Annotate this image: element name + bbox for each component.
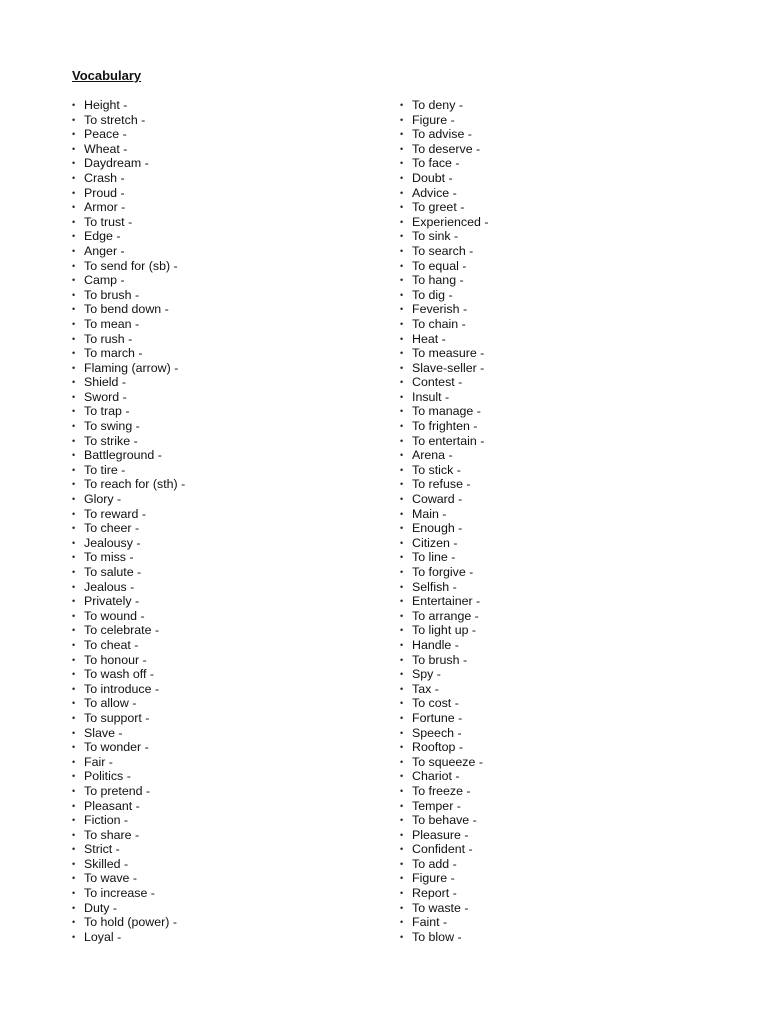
vocabulary-item: • To manage - bbox=[400, 404, 488, 419]
vocabulary-item: • To strike - bbox=[72, 434, 185, 449]
vocabulary-item: • To deserve - bbox=[400, 142, 488, 157]
vocabulary-item: • Heat - bbox=[400, 332, 488, 347]
vocabulary-item: • To stretch - bbox=[72, 113, 185, 128]
vocabulary-item: • Flaming (arrow) - bbox=[72, 361, 185, 376]
vocabulary-item: • Figure - bbox=[400, 871, 488, 886]
vocabulary-item: • To arrange - bbox=[400, 609, 488, 624]
vocabulary-item: • Fiction - bbox=[72, 813, 185, 828]
vocabulary-item: • Pleasant - bbox=[72, 799, 185, 814]
vocabulary-item: • Main - bbox=[400, 507, 488, 522]
vocabulary-item: • To reach for (sth) - bbox=[72, 477, 185, 492]
vocabulary-item: • To stick - bbox=[400, 463, 488, 478]
vocabulary-item: • To trust - bbox=[72, 215, 185, 230]
vocabulary-item: • To sink - bbox=[400, 229, 488, 244]
vocabulary-item: • Tax - bbox=[400, 682, 488, 697]
vocabulary-item: • Shield - bbox=[72, 375, 185, 390]
vocabulary-item: • Jealous - bbox=[72, 580, 185, 595]
vocabulary-item: • Anger - bbox=[72, 244, 185, 259]
vocabulary-item: • To forgive - bbox=[400, 565, 488, 580]
vocabulary-item: • To cost - bbox=[400, 696, 488, 711]
vocabulary-item: • To march - bbox=[72, 346, 185, 361]
vocabulary-item: • To search - bbox=[400, 244, 488, 259]
vocabulary-item: • Coward - bbox=[400, 492, 488, 507]
vocabulary-item: • To send for (sb) - bbox=[72, 259, 185, 274]
vocabulary-item: • To add - bbox=[400, 857, 488, 872]
vocabulary-item: • Spy - bbox=[400, 667, 488, 682]
vocabulary-item: • Fortune - bbox=[400, 711, 488, 726]
vocabulary-item: • Report - bbox=[400, 886, 488, 901]
vocabulary-item: • To measure - bbox=[400, 346, 488, 361]
vocabulary-item: • Peace - bbox=[72, 127, 185, 142]
vocabulary-item: • Pleasure - bbox=[400, 828, 488, 843]
vocabulary-item: • Wheat - bbox=[72, 142, 185, 157]
vocabulary-item: • Daydream - bbox=[72, 156, 185, 171]
vocabulary-item: • Camp - bbox=[72, 273, 185, 288]
vocabulary-item: • Strict - bbox=[72, 842, 185, 857]
vocabulary-item: • To allow - bbox=[72, 696, 185, 711]
vocabulary-item: • To waste - bbox=[400, 901, 488, 916]
vocabulary-item: • Skilled - bbox=[72, 857, 185, 872]
vocabulary-item: • Handle - bbox=[400, 638, 488, 653]
vocabulary-list-right bbox=[400, 98, 488, 944]
vocabulary-item: • Arena - bbox=[400, 448, 488, 463]
vocabulary-item: • To miss - bbox=[72, 550, 185, 565]
vocabulary-item: • To behave - bbox=[400, 813, 488, 828]
vocabulary-item: • Speech - bbox=[400, 726, 488, 741]
vocabulary-item: • Loyal - bbox=[72, 930, 185, 945]
vocabulary-item: • Citizen - bbox=[400, 536, 488, 551]
vocabulary-item: • Entertainer - bbox=[400, 594, 488, 609]
vocabulary-item: • To increase - bbox=[72, 886, 185, 901]
vocabulary-item: • Fair - bbox=[72, 755, 185, 770]
vocabulary-item: • To advise - bbox=[400, 127, 488, 142]
vocabulary-item: • To trap - bbox=[72, 404, 185, 419]
vocabulary-item: • To brush - bbox=[400, 653, 488, 668]
vocabulary-item: • To greet - bbox=[400, 200, 488, 215]
vocabulary-item: • To share - bbox=[72, 828, 185, 843]
vocabulary-item: • Battleground - bbox=[72, 448, 185, 463]
vocabulary-item: • To wound - bbox=[72, 609, 185, 624]
vocabulary-item: • Confident - bbox=[400, 842, 488, 857]
vocabulary-item: • Rooftop - bbox=[400, 740, 488, 755]
vocabulary-item: • Sword - bbox=[72, 390, 185, 405]
vocabulary-item: • To face - bbox=[400, 156, 488, 171]
vocabulary-list-left bbox=[72, 98, 185, 944]
vocabulary-item: • To mean - bbox=[72, 317, 185, 332]
vocabulary-item: • To deny - bbox=[400, 98, 488, 113]
vocabulary-item: • To blow - bbox=[400, 930, 488, 945]
vocabulary-item: • To entertain - bbox=[400, 434, 488, 449]
vocabulary-item: • Feverish - bbox=[400, 302, 488, 317]
vocabulary-item: • Contest - bbox=[400, 375, 488, 390]
vocabulary-item: • To tire - bbox=[72, 463, 185, 478]
vocabulary-item: • Chariot - bbox=[400, 769, 488, 784]
vocabulary-item: • Enough - bbox=[400, 521, 488, 536]
vocabulary-item: • To pretend - bbox=[72, 784, 185, 799]
vocabulary-item: • To line - bbox=[400, 550, 488, 565]
vocabulary-item: • Edge - bbox=[72, 229, 185, 244]
vocabulary-item: • Experienced - bbox=[400, 215, 488, 230]
vocabulary-item: • Politics - bbox=[72, 769, 185, 784]
page-title: Vocabulary bbox=[72, 68, 142, 83]
vocabulary-item: • Duty - bbox=[72, 901, 185, 916]
vocabulary-item: • To support - bbox=[72, 711, 185, 726]
vocabulary-item: • To brush - bbox=[72, 288, 185, 303]
vocabulary-item: • To wonder - bbox=[72, 740, 185, 755]
vocabulary-item: • To swing - bbox=[72, 419, 185, 434]
vocabulary-item: • To freeze - bbox=[400, 784, 488, 799]
vocabulary-item: • Doubt - bbox=[400, 171, 488, 186]
vocabulary-item: • Glory - bbox=[72, 492, 185, 507]
vocabulary-item: • Privately - bbox=[72, 594, 185, 609]
vocabulary-item: • To cheat - bbox=[72, 638, 185, 653]
vocabulary-item: • Armor - bbox=[72, 200, 185, 215]
vocabulary-item: • To frighten - bbox=[400, 419, 488, 434]
vocabulary-item: • Temper - bbox=[400, 799, 488, 814]
vocabulary-item: • Slave-seller - bbox=[400, 361, 488, 376]
vocabulary-item: • Jealousy - bbox=[72, 536, 185, 551]
vocabulary-item: • To hold (power) - bbox=[72, 915, 185, 930]
vocabulary-item: • Selfish - bbox=[400, 580, 488, 595]
vocabulary-item: • To squeeze - bbox=[400, 755, 488, 770]
vocabulary-item: • To chain - bbox=[400, 317, 488, 332]
vocabulary-item: • To cheer - bbox=[72, 521, 185, 536]
vocabulary-item: • Figure - bbox=[400, 113, 488, 128]
vocabulary-item: • Crash - bbox=[72, 171, 185, 186]
vocabulary-item: • To celebrate - bbox=[72, 623, 185, 638]
vocabulary-item: • Insult - bbox=[400, 390, 488, 405]
vocabulary-item: • To honour - bbox=[72, 653, 185, 668]
vocabulary-item: • To wave - bbox=[72, 871, 185, 886]
vocabulary-item: • Height - bbox=[72, 98, 185, 113]
vocabulary-item: • To reward - bbox=[72, 507, 185, 522]
vocabulary-item: • Slave - bbox=[72, 726, 185, 741]
vocabulary-item: • To salute - bbox=[72, 565, 185, 580]
vocabulary-item: • To introduce - bbox=[72, 682, 185, 697]
vocabulary-item: • Faint - bbox=[400, 915, 488, 930]
vocabulary-item: • To hang - bbox=[400, 273, 488, 288]
vocabulary-item: • To bend down - bbox=[72, 302, 185, 317]
vocabulary-item: • Advice - bbox=[400, 186, 488, 201]
vocabulary-item: • To dig - bbox=[400, 288, 488, 303]
vocabulary-item: • To rush - bbox=[72, 332, 185, 347]
vocabulary-item: • To light up - bbox=[400, 623, 488, 638]
vocabulary-item: • Proud - bbox=[72, 186, 185, 201]
vocabulary-item: • To equal - bbox=[400, 259, 488, 274]
vocabulary-item: • To refuse - bbox=[400, 477, 488, 492]
vocabulary-item: • To wash off - bbox=[72, 667, 185, 682]
